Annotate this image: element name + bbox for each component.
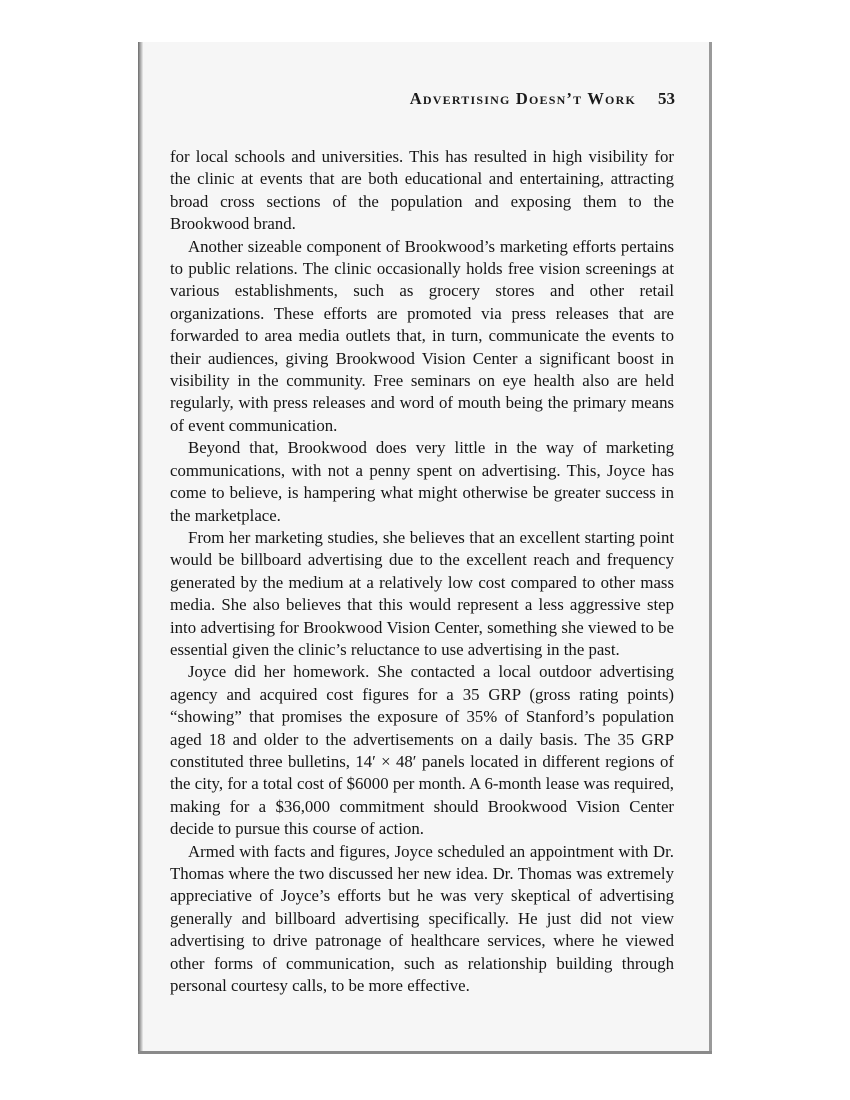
page-right-edge [709,42,712,1054]
running-title: Advertising Doesn’t Work [409,89,636,108]
paragraph-4: From her marketing studies, she believes that an excellent starting point would be billboard advertising due to the excellent reach and frequency generated by the medium at a relatively low cost compared to other mass media. She also believes that this would represent a less aggressive step into advertising for Brookwood Vision Center, something she viewed to be essential given the clinic’s reluctance to use advertising in the past. [170,527,674,659]
paragraph-3: Beyond that, Brookwood does very little in the way of marketing communications, with not a penny spent on advertising. This, Joyce has come to believe, is hampering what might otherwise be greater success in the marketplace. [170,438,674,525]
body-text [170,146,674,997]
paragraph-5: Joyce did her homework. She contacted a local outdoor advertising agency and acquired cost figures for a 35 GRP (gross rating points) “showing” that promises the exposure of 35% of Stanford’s population aged 18 and older to the advertisements on a daily basis. The 35 GRP constituted three bulletins, 14′ × 48′ panels located in different regions of the city, for a total cost of $6000 per month. A 6-month lease was required, making for a $36,000 commitment should Brookwood Vision Center decide to pursue this course of action. [170,662,674,839]
paragraph-6: Armed with facts and figures, Joyce scheduled an appointment with Dr. Thomas where the two discussed her new idea. Dr. Thomas was extremely appreciative of Joyce’s efforts but he was very skeptical of advertising generally and billboard advertising specifically. He just did not view advertising to drive patronage of healthcare services, where he viewed other forms of communication, such as relationship building through personal courtesy calls, to be more effective. [170,841,674,996]
page-binding-shadow [138,42,143,1054]
running-header [170,89,675,109]
page-number: 53 [658,89,675,108]
paragraph-2: Another sizeable component of Brookwood’s marketing efforts pertains to public relations. The clinic occasionally holds free vision screenings at various establishments, such as grocery stores and other retail organizations. These efforts are promoted via press releases that are forwarded to area media outlets that, in turn, communicate the events to their audiences, giving Brookwood Vision Center a significant boost in visibility in the community. Free seminars on eye health also are held regularly, with press releases and word of mouth being the primary means of event communication. [170,236,674,435]
paragraph-1: for local schools and universities. This has resulted in high visibility for the clinic at events that are both educational and entertaining, attracting broad cross sections of the population and exposing them to the Brookwood brand. [170,147,674,234]
page-bottom-edge [138,1051,712,1054]
